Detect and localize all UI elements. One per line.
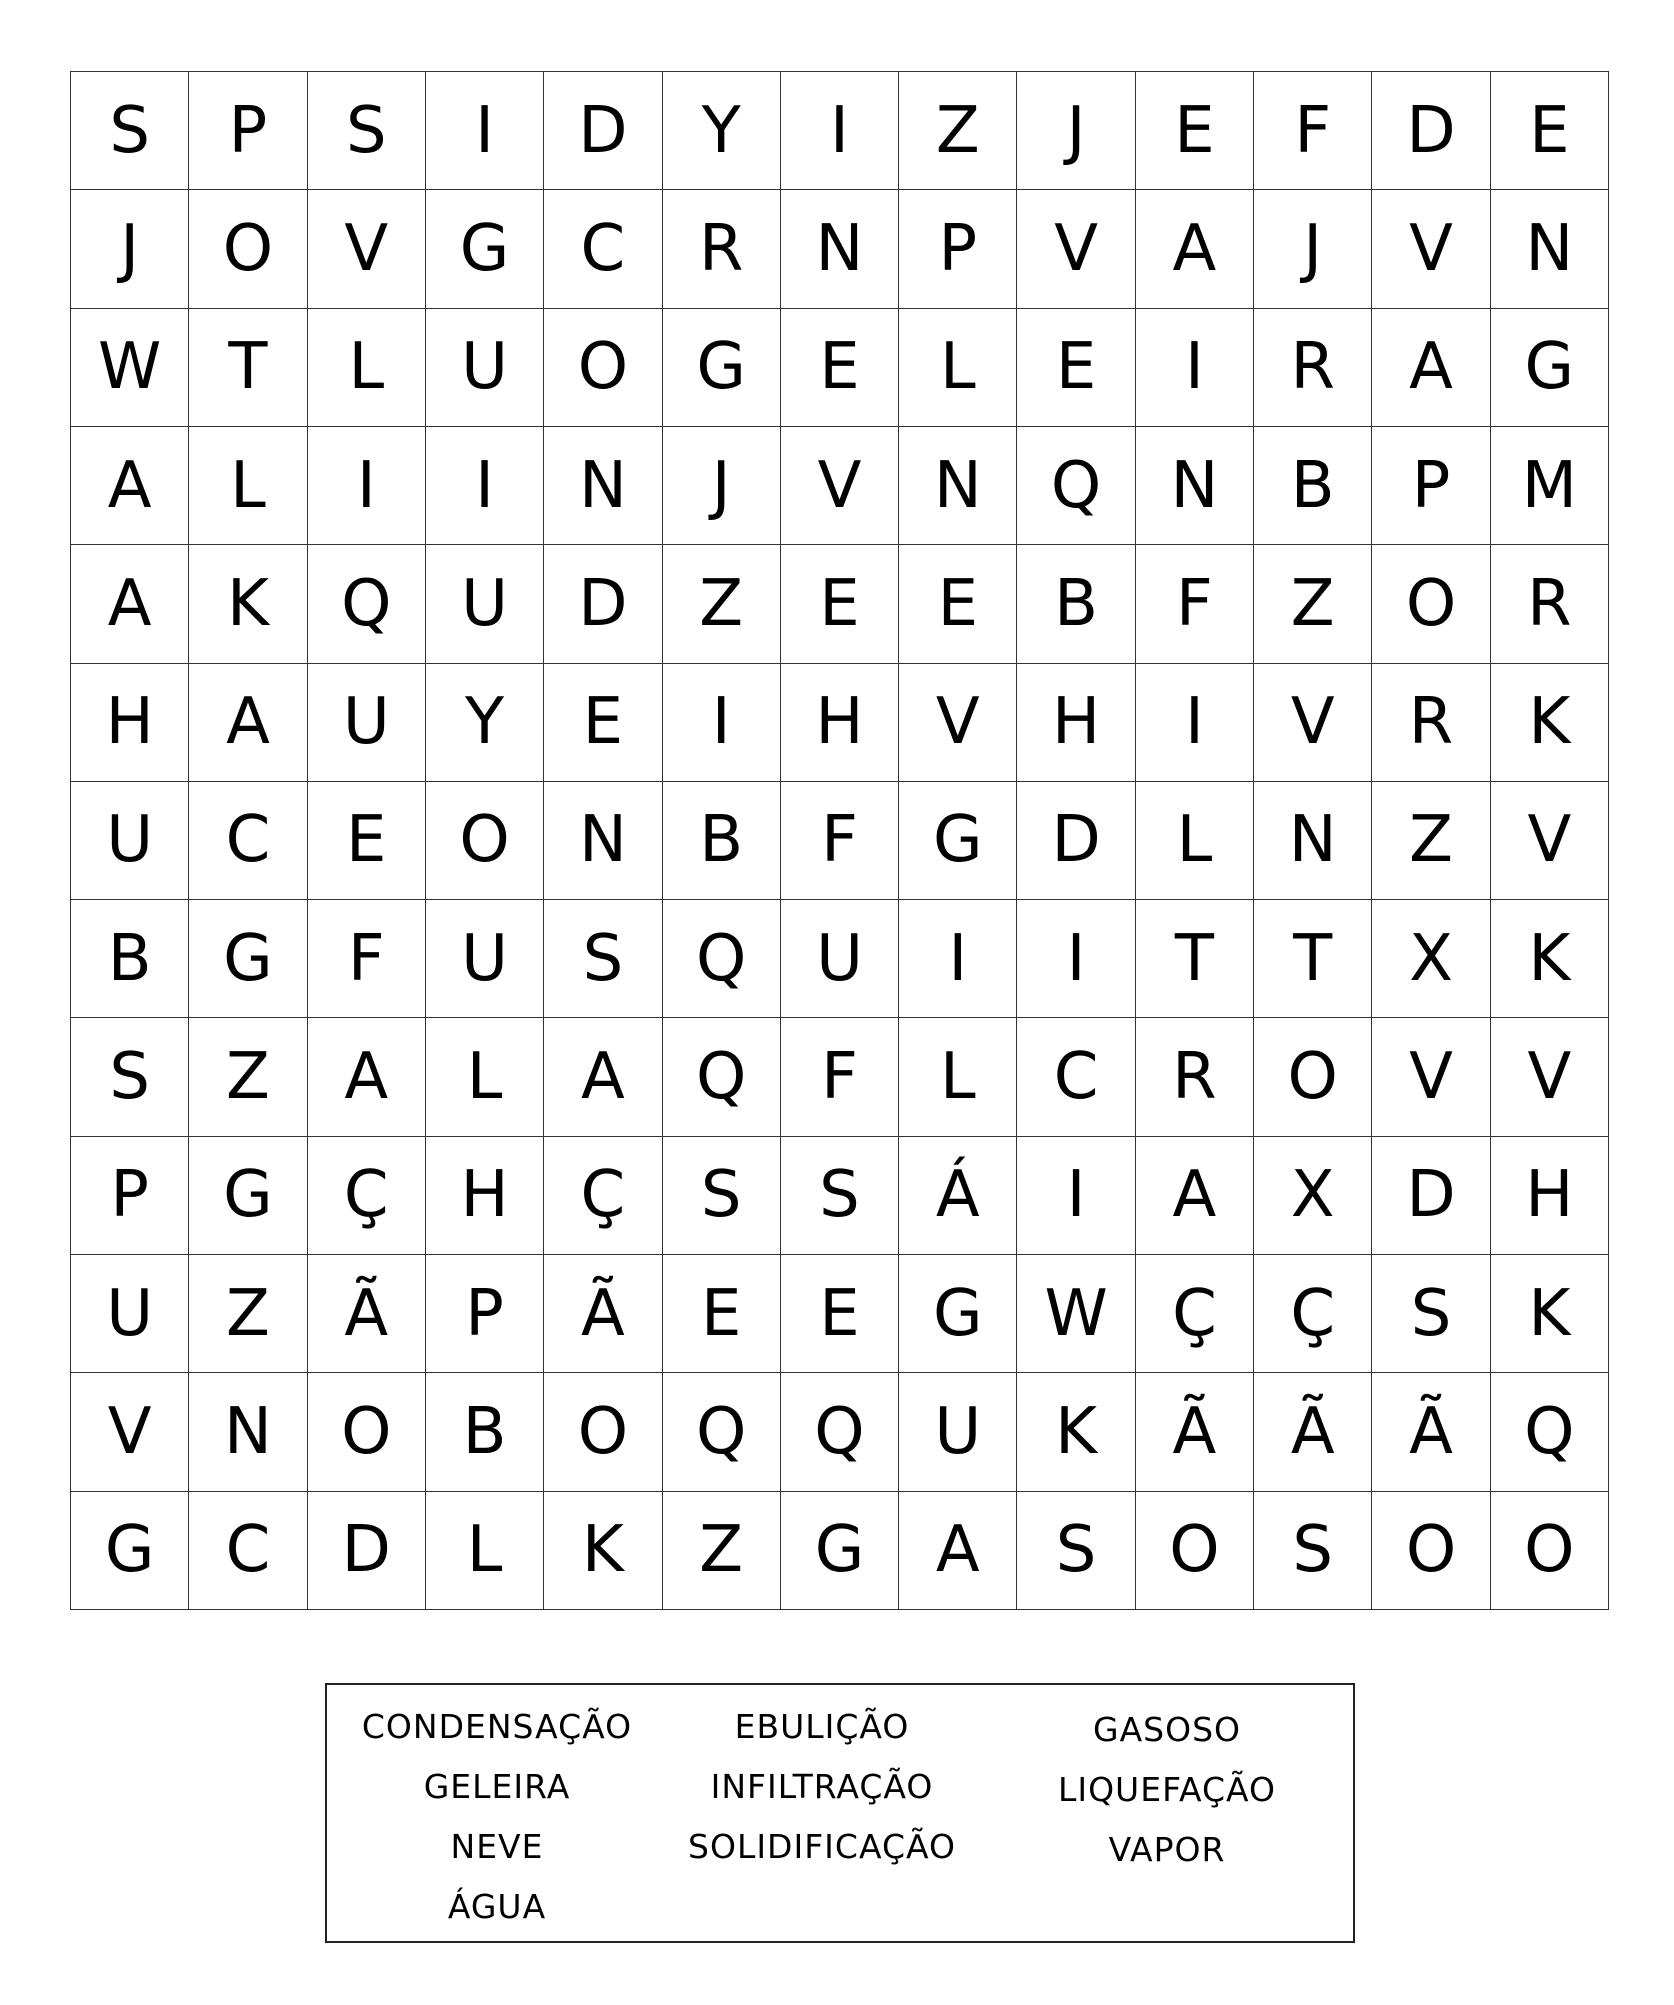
grid-cell[interactable]: R [1491,545,1609,663]
grid-cell[interactable]: T [189,309,307,427]
grid-cell[interactable]: B [1254,427,1372,545]
grid-cell[interactable]: E [781,545,899,663]
grid-cell[interactable]: L [426,1492,544,1610]
grid-cell[interactable]: H [1491,1137,1609,1255]
grid-cell[interactable]: C [1017,1018,1135,1136]
grid-cell[interactable]: Z [1372,782,1490,900]
word-item: NEVE [450,1827,544,1866]
grid-cell[interactable]: V [899,664,1017,782]
grid-cell[interactable]: P [426,1255,544,1373]
grid-cell[interactable]: U [426,545,544,663]
grid-cell[interactable]: L [189,427,307,545]
grid-cell[interactable]: Z [899,72,1017,190]
grid-cell[interactable]: B [663,782,781,900]
word-list-column [652,1697,992,1877]
grid-cell[interactable]: I [426,72,544,190]
grid-cell[interactable]: F [308,900,426,1018]
grid-cell[interactable]: D [1017,782,1135,900]
grid-cell[interactable]: B [1017,545,1135,663]
grid-cell[interactable]: S [1372,1255,1490,1373]
grid-cell[interactable]: V [1372,1018,1490,1136]
word-item: EBULIÇÃO [734,1707,910,1746]
grid-cell[interactable]: Q [1017,427,1135,545]
grid-cell[interactable]: V [1254,664,1372,782]
grid-cell[interactable]: O [426,782,544,900]
grid-cell[interactable]: Ã [1136,1373,1254,1491]
grid-cell[interactable]: K [189,545,307,663]
grid-cell[interactable]: I [781,72,899,190]
grid-cell[interactable]: T [1254,900,1372,1018]
grid-cell[interactable]: Ç [308,1137,426,1255]
grid-cell[interactable]: Q [1491,1373,1609,1491]
grid-cell[interactable]: D [1372,1137,1490,1255]
grid-cell[interactable]: Ã [1254,1373,1372,1491]
grid-cell[interactable]: H [1017,664,1135,782]
grid-cell[interactable]: W [1017,1255,1135,1373]
grid-cell[interactable]: P [71,1137,189,1255]
grid-cell[interactable]: G [781,1492,899,1610]
grid-cell[interactable]: S [1254,1492,1372,1610]
grid-cell[interactable]: Z [189,1255,307,1373]
grid-cell[interactable]: N [1136,427,1254,545]
grid-cell[interactable]: V [781,427,899,545]
grid-cell[interactable]: J [1254,190,1372,308]
grid-cell[interactable]: O [544,1373,662,1491]
grid-cell[interactable]: O [189,190,307,308]
grid-cell[interactable]: D [308,1492,426,1610]
grid-cell[interactable]: L [426,1018,544,1136]
grid-cell[interactable]: O [544,309,662,427]
grid-cell[interactable]: E [663,1255,781,1373]
grid-cell[interactable]: L [1136,782,1254,900]
grid-cell[interactable]: X [1372,900,1490,1018]
grid-cell[interactable]: Q [663,1373,781,1491]
grid-cell[interactable]: K [1491,1255,1609,1373]
grid-cell[interactable]: Ç [544,1137,662,1255]
grid-cell[interactable]: O [1136,1492,1254,1610]
grid-cell[interactable]: Z [189,1018,307,1136]
word-item: GELEIRA [423,1767,571,1806]
grid-cell[interactable]: A [1136,1137,1254,1255]
grid-cell[interactable]: K [1017,1373,1135,1491]
grid-cell[interactable]: K [1491,900,1609,1018]
grid-cell[interactable]: L [899,1018,1017,1136]
grid-cell[interactable]: Q [663,900,781,1018]
grid-cell[interactable]: I [308,427,426,545]
grid-cell[interactable]: G [1491,309,1609,427]
grid-cell[interactable]: D [544,72,662,190]
grid-cell[interactable]: F [1136,545,1254,663]
grid-cell[interactable]: O [1254,1018,1372,1136]
grid-cell[interactable]: V [308,190,426,308]
grid-cell[interactable]: E [544,664,662,782]
grid-cell[interactable]: G [189,1137,307,1255]
grid-cell[interactable]: U [899,1373,1017,1491]
grid-cell[interactable]: A [1136,190,1254,308]
grid-cell[interactable]: G [663,309,781,427]
grid-cell[interactable]: N [1491,190,1609,308]
grid-cell[interactable]: S [544,900,662,1018]
grid-cell[interactable]: I [663,664,781,782]
grid-cell[interactable]: O [308,1373,426,1491]
grid-cell[interactable]: Ç [1254,1255,1372,1373]
grid-cell[interactable]: Ã [308,1255,426,1373]
grid-cell[interactable]: Z [663,545,781,663]
grid-cell[interactable]: N [781,190,899,308]
grid-cell[interactable]: C [189,782,307,900]
grid-cell[interactable]: L [308,309,426,427]
grid-cell[interactable]: S [781,1137,899,1255]
grid-cell[interactable]: I [1017,900,1135,1018]
grid-cell[interactable]: V [71,1373,189,1491]
grid-cell[interactable]: G [899,782,1017,900]
grid-cell[interactable]: D [1372,72,1490,190]
grid-cell[interactable]: P [899,190,1017,308]
grid-cell[interactable]: V [1491,1018,1609,1136]
grid-cell[interactable]: R [1254,309,1372,427]
grid-cell[interactable]: V [1017,190,1135,308]
grid-cell[interactable]: O [1372,1492,1490,1610]
word-list-box [325,1683,1355,1943]
grid-cell[interactable]: G [71,1492,189,1610]
grid-cell[interactable]: U [426,900,544,1018]
grid-cell[interactable]: K [544,1492,662,1610]
word-item: ÁGUA [447,1887,547,1926]
grid-cell[interactable]: Y [426,664,544,782]
word-item: VAPOR [1108,1830,1226,1869]
grid-cell[interactable]: M [1491,427,1609,545]
grid-cell[interactable]: A [71,427,189,545]
grid-cell[interactable]: U [71,782,189,900]
grid-cell[interactable]: N [189,1373,307,1491]
grid-cell[interactable]: G [426,190,544,308]
grid-cell[interactable]: F [781,782,899,900]
word-list-column [327,1697,667,1937]
grid-cell[interactable]: S [308,72,426,190]
grid-cell[interactable]: R [663,190,781,308]
grid-cell[interactable]: J [71,190,189,308]
grid-cell[interactable]: S [71,1018,189,1136]
grid-cell[interactable]: B [426,1373,544,1491]
grid-cell[interactable]: E [1136,72,1254,190]
grid-cell[interactable]: Y [663,72,781,190]
grid-cell[interactable]: L [899,309,1017,427]
grid-cell[interactable]: X [1254,1137,1372,1255]
grid-cell[interactable]: E [1491,72,1609,190]
grid-cell[interactable]: Q [663,1018,781,1136]
grid-cell[interactable]: H [781,664,899,782]
word-item: GASOSO [1093,1710,1241,1749]
grid-cell[interactable]: U [71,1255,189,1373]
grid-cell[interactable]: H [71,664,189,782]
grid-cell[interactable]: Ç [1136,1255,1254,1373]
grid-cell[interactable]: K [1491,664,1609,782]
grid-cell[interactable]: E [1017,309,1135,427]
grid-cell[interactable]: E [899,545,1017,663]
grid-cell[interactable]: I [426,427,544,545]
grid-cell[interactable]: A [1372,309,1490,427]
grid-cell[interactable]: P [1372,427,1490,545]
grid-cell[interactable]: N [1254,782,1372,900]
grid-cell[interactable]: U [781,900,899,1018]
grid-cell[interactable]: R [1372,664,1490,782]
grid-cell[interactable]: Z [1254,545,1372,663]
grid-cell[interactable]: V [1372,190,1490,308]
grid-cell[interactable]: I [1136,309,1254,427]
grid-cell[interactable]: I [1136,664,1254,782]
grid-cell[interactable]: Z [663,1492,781,1610]
grid-cell[interactable]: V [1491,782,1609,900]
grid-cell[interactable]: R [1136,1018,1254,1136]
grid-cell[interactable]: B [71,900,189,1018]
grid-cell[interactable]: H [426,1137,544,1255]
grid-cell[interactable]: E [781,309,899,427]
grid-cell[interactable]: U [426,309,544,427]
word-item: SOLIDIFICAÇÃO [688,1827,956,1866]
grid-cell[interactable]: I [1017,1137,1135,1255]
grid-cell[interactable]: C [189,1492,307,1610]
grid-cell[interactable]: O [1491,1492,1609,1610]
grid-cell[interactable]: N [899,427,1017,545]
grid-cell[interactable]: C [544,190,662,308]
grid-cell[interactable]: N [544,427,662,545]
grid-cell[interactable]: G [899,1255,1017,1373]
grid-cell[interactable]: W [71,309,189,427]
grid-cell[interactable]: S [1017,1492,1135,1610]
grid-cell[interactable]: A [308,1018,426,1136]
grid-cell[interactable]: D [544,545,662,663]
grid-cell[interactable]: S [71,72,189,190]
word-item: CONDENSAÇÃO [361,1707,633,1746]
grid-cell[interactable]: Q [781,1373,899,1491]
grid-cell[interactable]: A [899,1492,1017,1610]
grid-cell[interactable]: O [1372,545,1490,663]
word-list-column [997,1700,1337,1880]
grid-cell[interactable]: A [189,664,307,782]
grid-cell[interactable]: S [663,1137,781,1255]
grid-cell[interactable]: Á [899,1137,1017,1255]
grid-cell[interactable]: F [781,1018,899,1136]
grid-cell[interactable]: F [1254,72,1372,190]
grid-cell[interactable]: I [899,900,1017,1018]
grid-cell[interactable]: Q [308,545,426,663]
word-item: LIQUEFAÇÃO [1057,1770,1277,1809]
grid-cell[interactable]: N [544,782,662,900]
word-search-grid [70,71,1609,1610]
grid-cell[interactable]: A [544,1018,662,1136]
grid-cell[interactable]: J [1017,72,1135,190]
grid-cell[interactable]: Ã [1372,1373,1490,1491]
grid-cell[interactable]: U [308,664,426,782]
grid-cell[interactable]: J [663,427,781,545]
grid-cell[interactable]: T [1136,900,1254,1018]
grid-cell[interactable]: A [71,545,189,663]
grid-cell[interactable]: P [189,72,307,190]
grid-cell[interactable]: E [781,1255,899,1373]
grid-cell[interactable]: G [189,900,307,1018]
grid-cell[interactable]: Ã [544,1255,662,1373]
grid-cell[interactable]: E [308,782,426,900]
word-item: INFILTRAÇÃO [710,1767,934,1806]
